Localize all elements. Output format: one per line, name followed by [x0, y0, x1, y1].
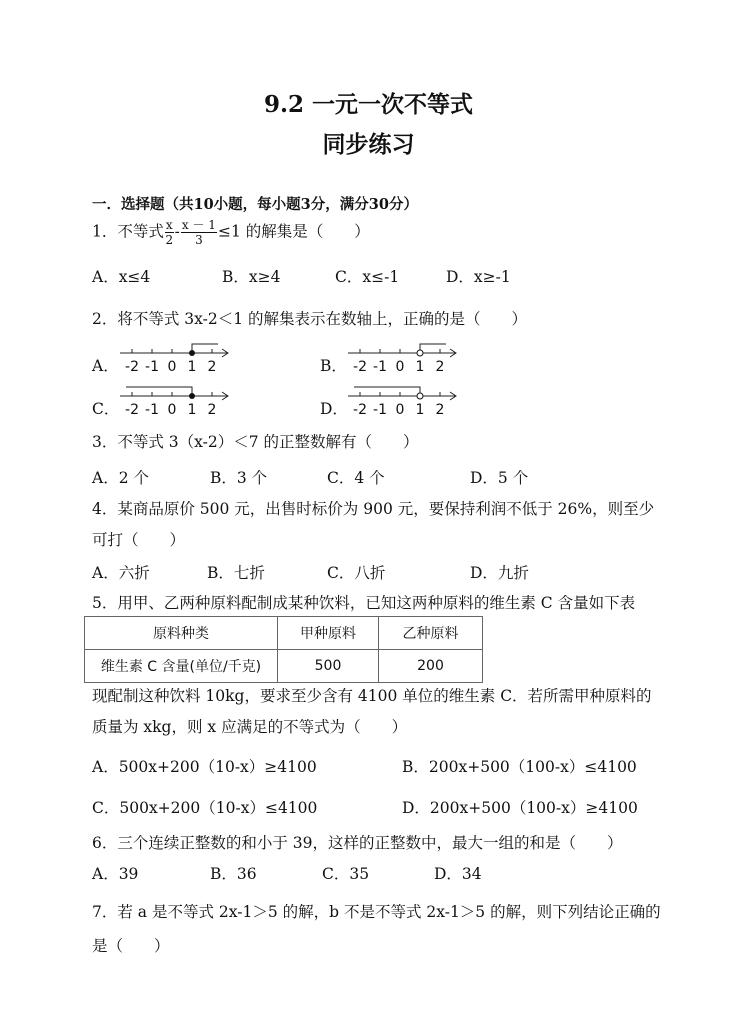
- closed-point: [189, 393, 195, 399]
- tick-label: -2: [125, 359, 139, 374]
- q2-label-d[interactable]: D．: [320, 400, 348, 418]
- question-7-line-2: 是（ ）: [92, 937, 170, 955]
- tick-label: 1: [187, 402, 197, 417]
- tick-label: 0: [395, 402, 405, 417]
- q2-label-a[interactable]: A．: [92, 357, 119, 375]
- tick-label: 0: [395, 359, 405, 374]
- table-header-cell: 乙种原料: [379, 617, 483, 650]
- number-line-a: [118, 340, 233, 374]
- tick-label: -1: [145, 359, 159, 374]
- tick-label: -1: [145, 402, 159, 417]
- q3-option-b[interactable]: B．3 个: [210, 469, 268, 487]
- q1-minus: -: [174, 222, 180, 241]
- question-5-line-2: 现配制这种饮料 10kg，要求至少含有 4100 单位的维生素 C．若所需甲种原料的: [92, 687, 652, 705]
- number-line-c: [118, 383, 233, 417]
- q6-option-d[interactable]: D．34: [434, 865, 482, 883]
- q5-option-a[interactable]: A．500x+200（10-x）≥4100: [92, 758, 317, 776]
- table-header-cell: 原料种类: [85, 617, 278, 650]
- q3-option-d[interactable]: D．5 个: [470, 469, 529, 487]
- tick-label: 2: [435, 359, 445, 374]
- question-5-line-1: 5．用甲、乙两种原料配制成某种饮料，已知这两种原料的维生素 C 含量如下表: [92, 594, 636, 612]
- q1-prefix: 1．不等式: [92, 222, 164, 241]
- q1-option-d[interactable]: D．x≥-1: [446, 268, 511, 286]
- open-point: [417, 393, 423, 399]
- tick-label: -2: [353, 402, 367, 417]
- tick-label: 1: [415, 359, 425, 374]
- number-line-b: [346, 340, 461, 374]
- number-line-d: [346, 383, 461, 417]
- tick-label: 2: [207, 359, 217, 374]
- tick-label: -2: [353, 359, 367, 374]
- q3-option-a[interactable]: A．2 个: [92, 469, 149, 487]
- tick-label: 0: [167, 402, 177, 417]
- q4-option-c[interactable]: C．八折: [327, 564, 386, 582]
- q4-option-a[interactable]: A．六折: [92, 564, 150, 582]
- q6-option-b[interactable]: B．36: [210, 865, 257, 883]
- q6-option-c[interactable]: C．35: [322, 865, 370, 883]
- q5-option-c[interactable]: C．500x+200（10-x）≤4100: [92, 799, 318, 817]
- q1-suffix: ≤1 的解集是（ ）: [217, 222, 370, 241]
- tick-label: -2: [125, 402, 139, 417]
- question-1: [92, 218, 370, 247]
- page-title: 9.2 一元一次不等式: [263, 91, 474, 118]
- tick-label: -1: [373, 359, 387, 374]
- table-header-row: [85, 617, 483, 650]
- q2-label-b[interactable]: B．: [320, 357, 347, 375]
- q1-option-c[interactable]: C．x≤-1: [335, 268, 400, 286]
- tick-label: 1: [187, 359, 197, 374]
- table-cell: 维生素 C 含量(单位/千克): [85, 650, 278, 683]
- table-cell: 500: [278, 650, 379, 683]
- tick-label: -1: [373, 402, 387, 417]
- tick-label: 2: [207, 402, 217, 417]
- q4-option-b[interactable]: B．七折: [207, 564, 265, 582]
- vitamin-table: [84, 616, 483, 683]
- q3-option-c[interactable]: C．4 个: [327, 469, 385, 487]
- q2-label-c[interactable]: C．: [92, 400, 120, 418]
- q4-option-d[interactable]: D．九折: [470, 564, 529, 582]
- q1-frac2-num: x － 1: [181, 218, 216, 232]
- q1-option-b[interactable]: B．x≥4: [222, 268, 281, 286]
- tick-label: 2: [435, 402, 445, 417]
- table-cell: 200: [379, 650, 483, 683]
- tick-label: 1: [415, 402, 425, 417]
- q1-option-a[interactable]: A．x≤4: [92, 268, 151, 286]
- q1-fraction-1: [165, 218, 174, 247]
- q1-frac1-den: 2: [165, 233, 174, 247]
- question-4-line-2: 可打（ ）: [92, 531, 186, 549]
- tick-label: 0: [167, 359, 177, 374]
- q1-fraction-2: [181, 218, 217, 247]
- question-5-line-3: 质量为 xkg，则 x 应满足的不等式为（ ）: [92, 718, 408, 736]
- q5-option-d[interactable]: D．200x+500（100-x）≥4100: [402, 799, 638, 817]
- q1-frac2-den: 3: [195, 233, 203, 247]
- q1-frac1-num: x: [165, 218, 173, 232]
- q6-option-a[interactable]: A．39: [92, 865, 139, 883]
- question-6: 6．三个连续正整数的和小于 39，这样的正整数中，最大一组的和是（ ）: [92, 834, 623, 852]
- question-4-line-1: 4．某商品原价 500 元，出售时标价为 900 元，要保持利润不低于 26%，则至少: [92, 500, 655, 518]
- table-row: [85, 650, 483, 683]
- question-7-line-1: 7．若 a 是不等式 2x-1＞5 的解，b 不是不等式 2x-1＞5 的解，则下列结论正确的: [92, 903, 661, 921]
- question-2: 2．将不等式 3x-2＜1 的解集表示在数轴上，正确的是（ ）: [92, 310, 528, 328]
- question-3: 3．不等式 3（x-2）＜7 的正整数解有（ ）: [92, 433, 419, 451]
- q5-option-b[interactable]: B．200x+500（100-x）≤4100: [402, 758, 637, 776]
- closed-point: [189, 350, 195, 356]
- page-subtitle: 同步练习: [322, 131, 415, 158]
- section-heading: 一．选择题（共10小题，每小题3分，满分30分）: [92, 196, 418, 213]
- table-header-cell: 甲种原料: [278, 617, 379, 650]
- open-point: [417, 350, 423, 356]
